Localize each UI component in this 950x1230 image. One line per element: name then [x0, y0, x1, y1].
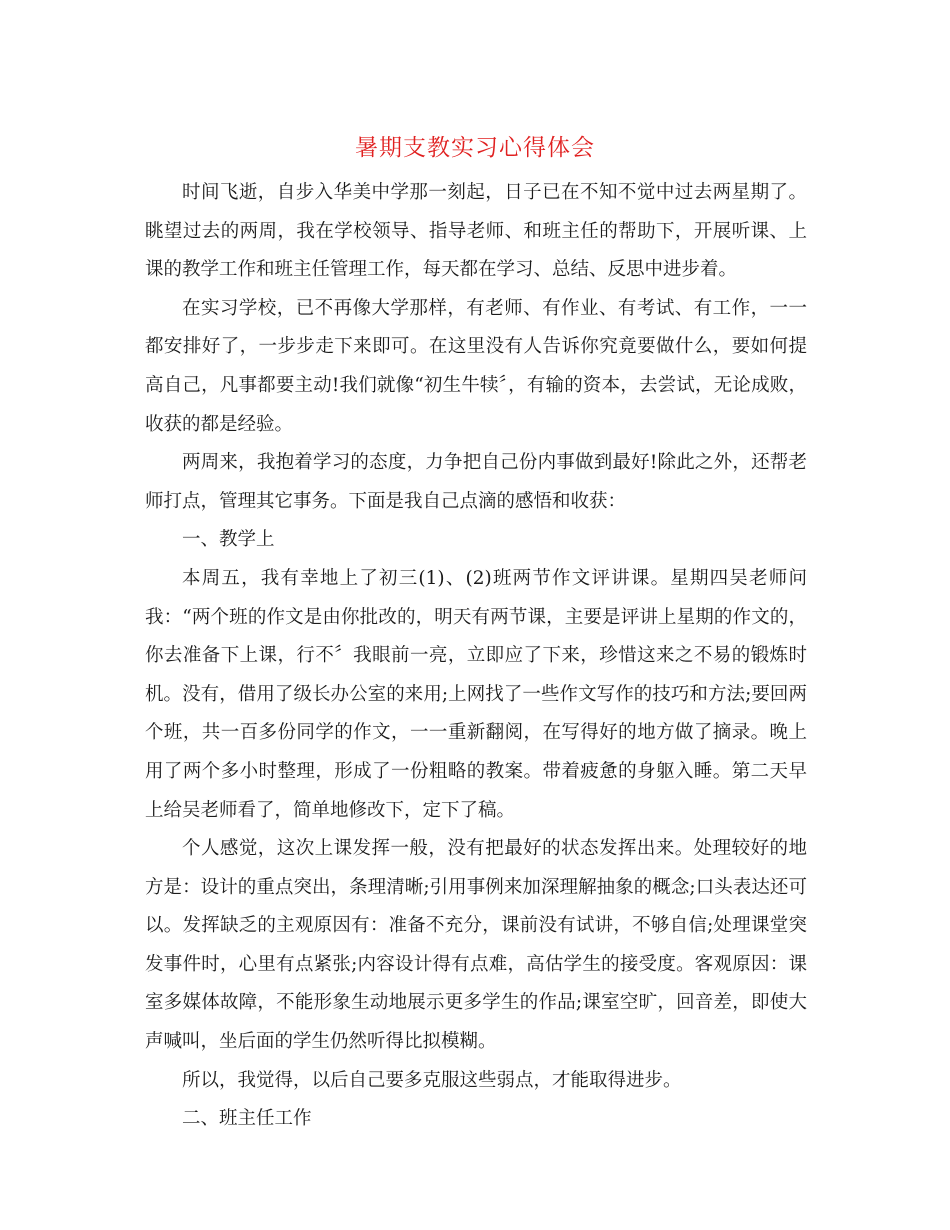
- paragraph-internship-school: 在实习学校，已不再像大学那样，有老师、有作业、有考试、有工作，一一都安排好了，一步步走下来即可。在这里没有人告诉你究竟要做什么，要如何提高自己，凡事都要主动!我们就像“初生牛犊〞，有输的资本，去尝试，无论成败，收获的都是经验。: [145, 297, 807, 435]
- paragraph-conclusion: 所以，我觉得，以后自己要多克服这些弱点，才能取得进步。: [182, 1069, 682, 1091]
- section-heading-teaching: 一、教学上: [182, 529, 275, 551]
- document-body: [145, 174, 807, 1139]
- section-heading-class-teacher: 二、班主任工作: [182, 1108, 312, 1130]
- document-title: 暑期支教实习心得体会: [355, 135, 595, 161]
- paragraph-friday-lesson: 本周五，我有幸地上了初三(1)、(2)班两节作文评讲课。星期四吴老师问我：“两个班的作文是由你批改的，明天有两节课，主要是评讲上星期的作文的，你去准备下上课，行不〞我眼前一亮，立即应了下来，珍惜这来之不易的锻炼时机。没有，借用了级长办公室的来用;上网找了一些作文写作的技巧和方法;要回两个班，共一百多份同学的作文，一一重新翻阅，在写得好的地方做了摘录。晚上用了两个多小时整理，形成了一份粗略的教案。带着疲惫的身躯入睡。第二天早上给吴老师看了，简单地修改下，定下了稿。: [145, 567, 807, 821]
- paragraph-intro: 时间飞逝，自步入华美中学那一刻起，日子已在不知不觉中过去两星期了。眺望过去的两周，我在学校领导、指导老师、和班主任的帮助下，开展听课、上课的教学工作和班主任管理工作，每天都在学习、总结、反思中进步着。: [145, 182, 807, 281]
- paragraph-self-evaluation: 个人感觉，这次上课发挥一般，没有把最好的状态发挥出来。处理较好的地方是：设计的重点突出，条理清晰;引用事例来加深理解抽象的概念;口头表达还可以。发挥缺乏的主观原因有：准备不充分，课前没有试讲，不够自信;处理课堂突发事件时，心里有点紧张;内容设计得有点难，高估学生的接受度。客观原因：课室多媒体故障，不能形象生动地展示更多学生的作品;课室空旷，回音差，即使大声喊叫，坐后面的学生仍然听得比拟模糊。: [145, 838, 807, 1053]
- paragraph-two-weeks: 两周来，我抱着学习的态度，力争把自己份内事做到最好!除此之外，还帮老师打点，管理其它事务。下面是我自己点滴的感悟和收获：: [145, 452, 807, 512]
